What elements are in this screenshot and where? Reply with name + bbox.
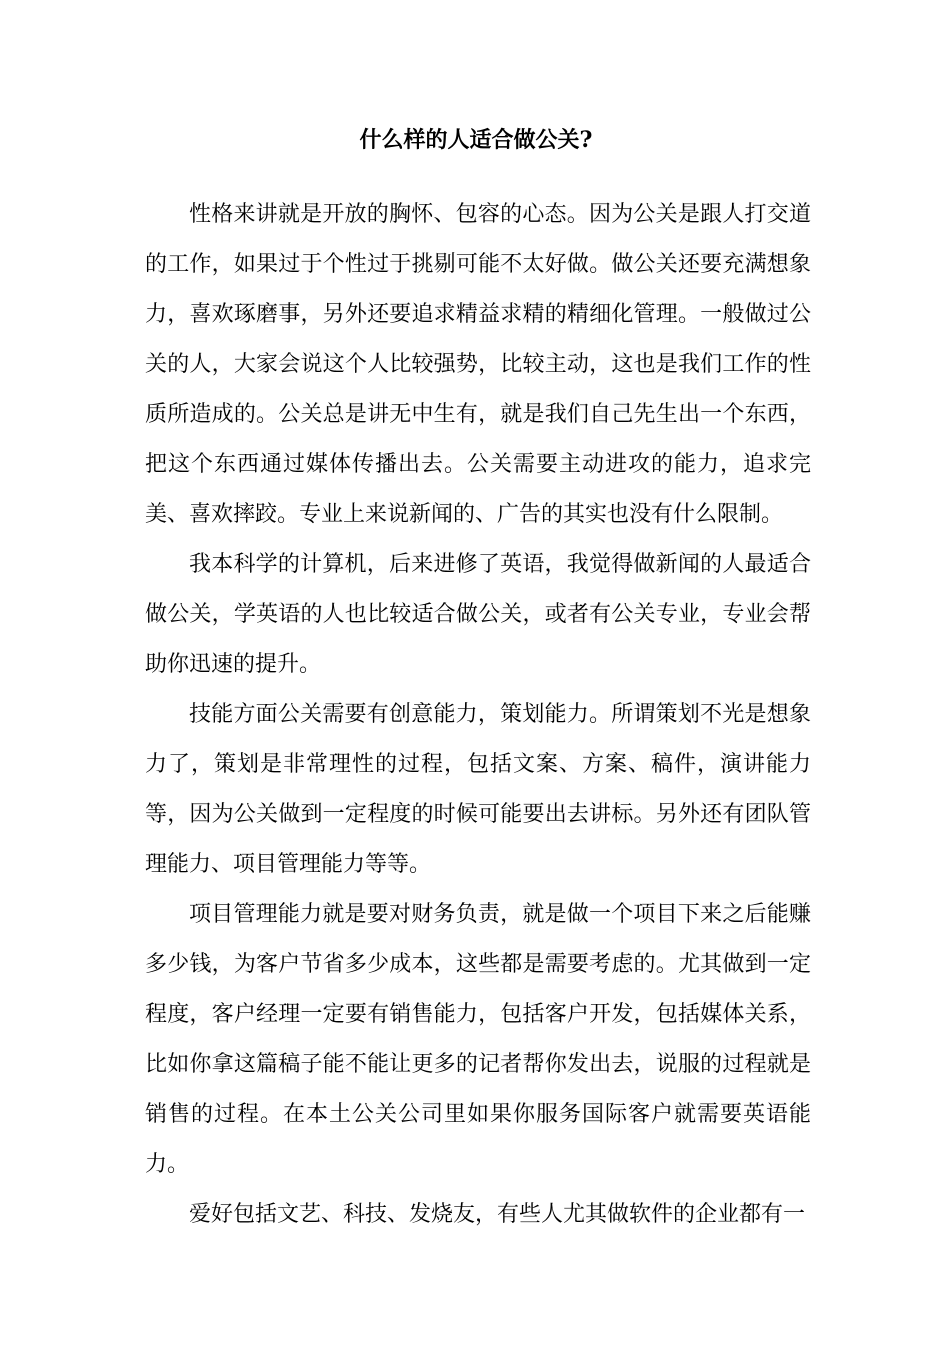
document-body bbox=[145, 190, 811, 1240]
paragraph-3: 技能方面公关需要有创意能力，策划能力。所谓策划不光是想象力了，策划是非常理性的过程，包括文案、方案、稿件，演讲能力等，因为公关做到一定程度的时候可能要出去讲标。另外还有团队管理能力、项目管理能力等等。 bbox=[145, 702, 811, 877]
document-title: 什么样的人适合做公关? bbox=[359, 127, 593, 153]
paragraph-2: 我本科学的计算机，后来进修了英语，我觉得做新闻的人最适合做公关，学英语的人也比较适合做公关，或者有公关专业，专业会帮助你迅速的提升。 bbox=[145, 552, 811, 677]
paragraph-1: 性格来讲就是开放的胸怀、包容的心态。因为公关是跟人打交道的工作，如果过于个性过于挑剔可能不太好做。做公关还要充满想象力，喜欢琢磨事，另外还要追求精益求精的精细化管理。一般做过公关的人，大家会说这个人比较强势，比较主动，这也是我们工作的性质所造成的。公关总是讲无中生有，就是我们自己先生出一个东西，把这个东西通过媒体传播出去。公关需要主动进攻的能力，追求完美、喜欢摔跤。专业上来说新闻的、广告的其实也没有什么限制。 bbox=[145, 202, 811, 527]
paragraph-5: 爱好包括文艺、科技、发烧友，有些人尤其做软件的企业都有一 bbox=[189, 1202, 806, 1227]
paragraph-4: 项目管理能力就是要对财务负责，就是做一个项目下来之后能赚多少钱，为客户节省多少成本，这些都是需要考虑的。尤其做到一定程度，客户经理一定要有销售能力，包括客户开发，包括媒体关系，比如你拿这篇稿子能不能让更多的记者帮你发出去，说服的过程就是销售的过程。在本土公关公司里如果你服务国际客户就需要英语能力。 bbox=[145, 902, 811, 1177]
